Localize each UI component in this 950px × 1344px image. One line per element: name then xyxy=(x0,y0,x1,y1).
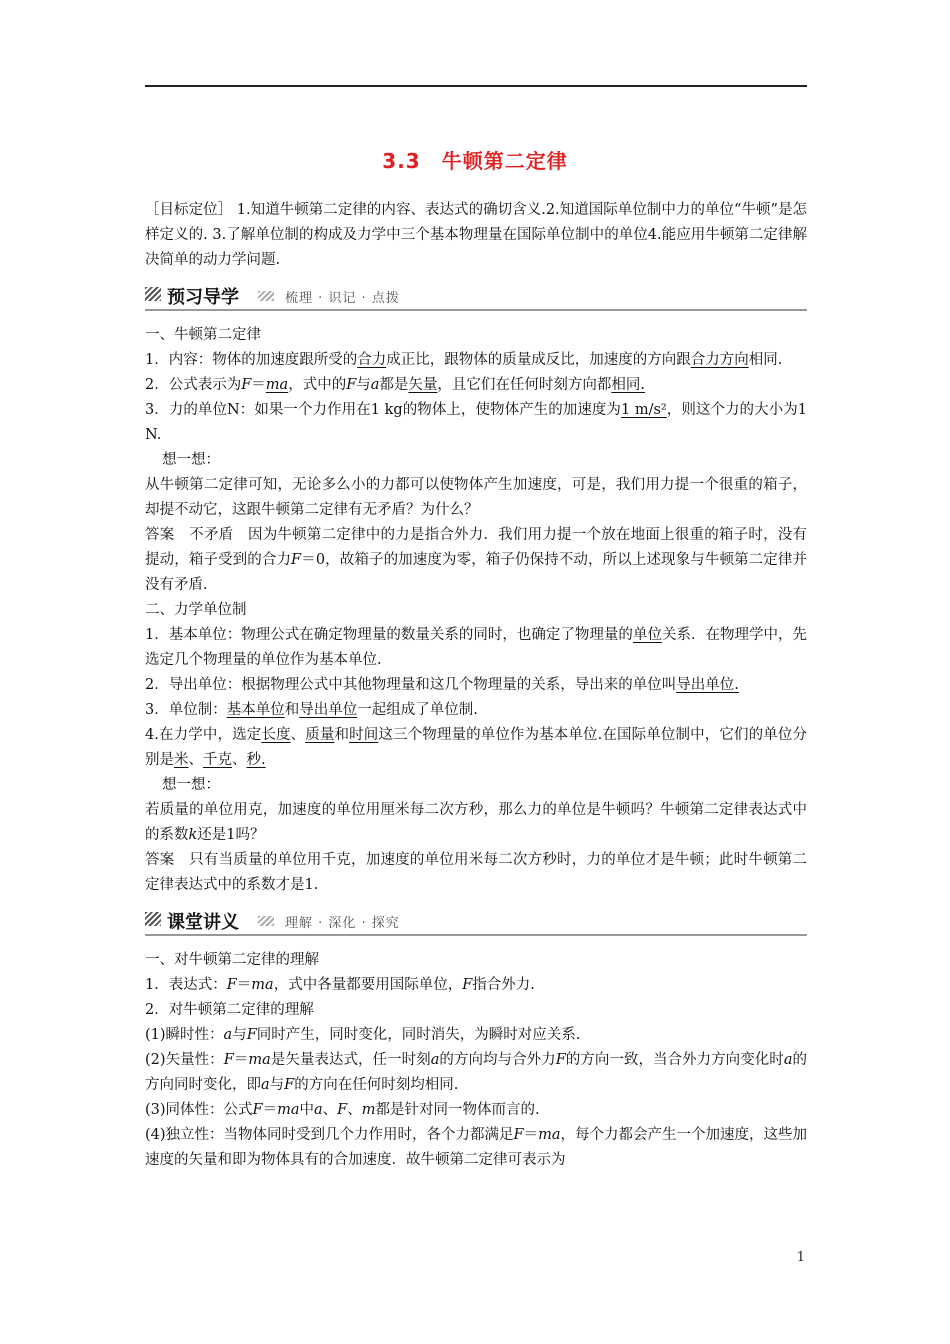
paragraph: (2)矢量性：F＝ma是矢量表达式，任一时刻a的方向均与合外力F的方向一致，当合外力方向变化时a的方向同时变化，即a与F的方向在任何时刻均相同. xyxy=(145,1052,808,1093)
subheading: 二、力学单位制 xyxy=(145,602,247,618)
paragraph: 3．力的单位N：如果一个力作用在1 kg的物体上，使物体产生的加速度为1 m/s²，则这个力的大小为1 N. xyxy=(145,402,807,443)
blank-answer: 导出单位. xyxy=(676,677,739,693)
document-body xyxy=(145,198,807,1173)
blank-answer: 矢量 xyxy=(408,377,438,393)
section-tags: 理解 · 深化 · 探究 xyxy=(285,916,400,931)
subheading: 一、牛顿第二定律 xyxy=(145,327,261,343)
blank-answer: 时间 xyxy=(349,727,379,743)
think-label: 想一想： xyxy=(162,777,220,793)
page-number: 1 xyxy=(796,1250,805,1265)
paragraph: 2．公式表示为F＝ma，式中的F与a都是矢量，且它们在任何时刻方向都相同. xyxy=(145,377,646,393)
stripe-icon xyxy=(258,916,274,926)
answer: 答案 不矛盾 因为牛顿第二定律中的力是指合外力．我们用力提一个放在地面上很重的箱子时，没有提动，箱子受到的合力F＝0，故箱子的加速度为零，箱子仍保持不动，所以上述现象与牛顿第二定律并没有矛盾. xyxy=(145,527,807,593)
subheading: 一、对牛顿第二定律的理解 xyxy=(145,952,319,968)
blank-answer: 合力 xyxy=(357,352,387,368)
paragraph: 2．对牛顿第二定律的理解 xyxy=(145,1002,314,1018)
blank-answer: 基本单位 xyxy=(226,702,285,718)
paragraph: 1．表达式：F＝ma，式中各量都要用国际单位，F指合外力. xyxy=(145,977,535,993)
blank-answer: 导出单位 xyxy=(299,702,358,718)
section-heading: 课堂讲义 xyxy=(167,912,239,933)
question: 从牛顿第二定律可知，无论多么小的力都可以使物体产生加速度，可是，我们用力提一个很重的箱子，却提不动它，这跟牛顿第二定律有无矛盾？为什么？ xyxy=(145,477,807,518)
paragraph: 3．单位制：基本单位和导出单位一起组成了单位制. xyxy=(145,702,478,718)
section-tags: 梳理 · 识记 · 点拨 xyxy=(285,291,400,306)
page-title: 3.3 牛顿第二定律 xyxy=(382,149,568,173)
blank-answer: 秒. xyxy=(246,752,266,768)
blank-answer: 米 xyxy=(174,752,189,768)
stripe-icon xyxy=(145,912,161,926)
blank-answer: 1 m/s² xyxy=(620,402,667,418)
paragraph: (4)独立性：当物体同时受到几个力作用时，各个力都满足F＝ma，每个力都会产生一个加速度，这些加速度的矢量和即为物体具有的合加速度．故牛顿第二定律可表示为 xyxy=(145,1127,808,1168)
answer: 答案 只有当质量的单位用千克，加速度的单位用米每二次方秒时，力的单位才是牛顿；此时牛顿第二定律表达式中的系数才是1. xyxy=(145,852,807,893)
stripe-icon xyxy=(258,291,274,301)
blank-answer: ma xyxy=(265,377,289,393)
think-label: 想一想： xyxy=(162,452,220,468)
paragraph: 1．内容：物体的加速度跟所受的合力成正比，跟物体的质量成反比，加速度的方向跟合力方向相同. xyxy=(145,352,783,368)
paragraph: (3)同体性：公式F＝ma中a、F、m都是针对同一物体而言的. xyxy=(145,1102,540,1118)
question: 若质量的单位用克，加速度的单位用厘米每二次方秒，那么力的单位是牛顿吗？牛顿第二定律表达式中的系数k还是1吗？ xyxy=(145,802,807,843)
paragraph: 1．基本单位：物理公式在确定物理量的数量关系的同时，也确定了物理量的单位关系．在物理学中，先选定几个物理量的单位作为基本单位. xyxy=(145,627,808,668)
section-bar-preview xyxy=(145,283,807,311)
paragraph: 4.在力学中，选定长度、质量和时间这三个物理量的单位作为基本单位.在国际单位制中，它们的单位分别是米、千克、秒. xyxy=(145,727,808,768)
blank-answer: 质量 xyxy=(305,727,335,743)
blank-answer: 相同. xyxy=(611,377,646,393)
stripe-icon xyxy=(145,287,161,301)
blank-answer: 单位 xyxy=(632,627,662,643)
paragraph: 2．导出单位：根据物理公式中其他物理量和这几个物理量的关系，导出来的单位叫导出单位. xyxy=(145,677,739,693)
paragraph: (1)瞬时性：a与F同时产生，同时变化，同时消失，为瞬时对应关系. xyxy=(145,1027,581,1043)
blank-answer: 千克 xyxy=(203,752,232,768)
section-bar-lecture xyxy=(145,908,807,936)
learning-goals: ［目标定位］ 1.知道牛顿第二定律的内容、表达式的确切含义.2.知道国际单位制中力的单位“牛顿”是怎样定义的. 3.了解单位制的构成及力学中三个基本物理量在国际单位制中的单位4.能应用牛顿第二定律解决简单的动力学问题. xyxy=(145,202,807,268)
section-heading: 预习导学 xyxy=(167,287,239,308)
blank-answer: 合力方向 xyxy=(690,352,749,368)
blank-answer: 长度 xyxy=(261,727,291,743)
header-rule xyxy=(145,85,807,87)
